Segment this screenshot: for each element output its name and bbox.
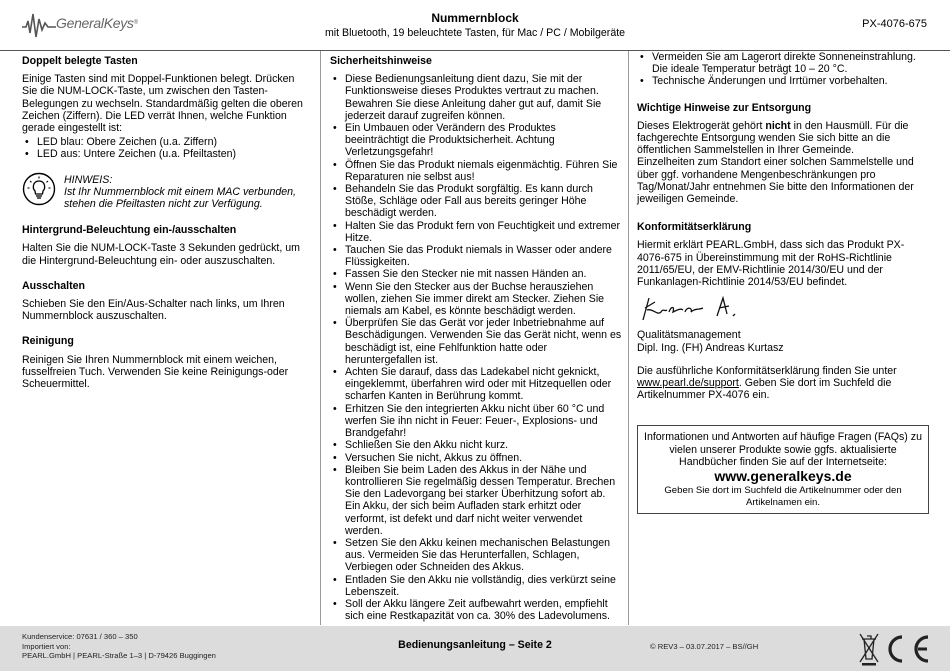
- emphasis-text: nicht: [765, 119, 791, 132]
- storage-list: [637, 51, 929, 88]
- section-text: Schieben Sie den Ein/Aus-Schalter nach links, um Ihren Nummernblock auszuschalten.: [22, 298, 285, 323]
- website-link[interactable]: www.generalkeys.de: [714, 468, 852, 485]
- page-number: Bedienungsanleitung – Seite 2: [398, 639, 552, 651]
- text-span: in den Hausmüll. Für die fachgerechte Entsorgung wenden Sie sich bitte an die öffentlichen Sammelstellen in Ihrer Gemeinde.: [637, 119, 909, 157]
- weee-bin-icon: [860, 634, 878, 666]
- list-item: • Diese Bedienungsanleitung dient dazu, Sie mit der Funktionsweise dieses Produktes vertraut zu machen. Bewahren Sie diese Anleitung daher gut auf, damit Sie jederzeit darauf zugreifen können.: [330, 73, 622, 122]
- importer-label: Importiert von:: [22, 641, 71, 651]
- list-item: • Soll der Akku längere Zeit aufbewahrt werden, empfiehlt sich eine Restkapazität von ca. 30% des Ladevolumens.: [330, 598, 622, 622]
- hint-label: HINWEIS:: [64, 173, 113, 186]
- list-item: • Technische Änderungen und Irrtümer vorbehalten.: [637, 75, 929, 87]
- column-divider: [628, 51, 629, 625]
- hint-box: [22, 174, 312, 211]
- page-footer: [0, 626, 950, 671]
- led-list: [22, 136, 312, 160]
- list-item: • Öffnen Sie das Produkt niemals eigenmächtig. Führen Sie Reparaturen nie selbst aus!: [330, 159, 622, 183]
- section-double-keys: [22, 55, 312, 161]
- support-link[interactable]: www.pearl.de/support: [637, 377, 739, 390]
- list-item: • Schließen Sie den Akku nicht kurz.: [330, 439, 622, 451]
- text-span: Die ausführliche Konformitätserklärung finden Sie unter: [637, 364, 897, 377]
- list-item: • Wenn Sie den Stecker aus der Buchse herausziehen wollen, ziehen Sie immer direkt am Stecker. Ziehen Sie niemals am Kabel, es könnte beschädigt werden.: [330, 281, 622, 318]
- faq-text: Informationen und Antworten auf häufige Fragen (FAQs) zu vielen unserer Produkte sowie ggfs. aktualisierte Handbücher finden Sie auf der Internetseite:: [644, 431, 922, 468]
- section-heading: Sicherheitshinweise: [330, 55, 432, 67]
- section-heading: Reinigung: [22, 335, 74, 348]
- list-item: • Setzen Sie den Akku keinen mechanischen Belastungen aus. Vermeiden Sie das Herunterfallen, Schlagen, Verbiegen oder Schneiden des Akkus.: [330, 537, 622, 574]
- list-item: • Achten Sie darauf, dass das Ladekabel nicht geknickt, eingeklemmt, überfahren wird oder mit Hitzequellen oder scharfen Kanten in Berührung kommt.: [330, 366, 622, 403]
- logo-wordmark: GeneralKeys: [56, 15, 134, 31]
- section-text: [637, 365, 929, 402]
- list-item: • Tauchen Sie das Produkt niemals in Wasser oder andere Flüssigkeiten.: [330, 244, 622, 268]
- list-item: • Überprüfen Sie das Gerät vor jeder Inbetriebnahme auf Beschädigungen. Verwenden Sie das Gerät nicht, wenn es beschädigt ist, eine Fehlfunktion hatte oder heruntergefallen ist.: [330, 317, 622, 366]
- right-column: [637, 51, 929, 514]
- section-text: [637, 120, 929, 157]
- section-power-off: [22, 280, 312, 323]
- column-divider: [320, 51, 321, 625]
- signature-image: [637, 294, 757, 324]
- list-item: • Fassen Sie den Stecker nie mit nassen Händen an.: [330, 268, 622, 280]
- section-cleaning: [22, 335, 312, 390]
- hint-text: Ist Ihr Nummernblock mit einem MAC verbunden, stehen die Pfeiltasten nicht zur Verfügung.: [64, 185, 296, 211]
- article-number: PX-4076-675: [862, 18, 927, 30]
- section-text: Hiermit erklärt PEARL.GmbH, dass sich das Produkt PX-4076-675 in Übereinstimmung mit der RoHS-Richtlinie 2011/65/EU, der EMV-Richtlinie 2014/30/EU und der Funkanlagen-Richtlinie 2014/53/EU befindet.: [637, 239, 905, 289]
- section-conformity: [637, 221, 929, 401]
- signer-role: Qualitätsmanagement: [637, 329, 741, 342]
- text-span: . Geben Sie dort im Suchfeld die Artikelnummer PX-4076 ein.: [637, 377, 892, 402]
- list-item: • Versuchen Sie nicht, Akkus zu öffnen.: [330, 452, 622, 464]
- faq-box: [637, 425, 929, 514]
- section-text: Halten Sie die NUM-LOCK-Taste 3 Sekunden gedrückt, um die Hintergrund-Beleuchtung ein- oder auszuschalten.: [22, 242, 300, 267]
- list-item: • Erhitzen Sie den integrierten Akku nicht über 60 °C und werfen Sie ihn nicht in Feuer: Feuer-, Explosions- und Brandgefahr!: [330, 403, 622, 440]
- signer-name: Dipl. Ing. (FH) Andreas Kurtasz: [637, 341, 784, 354]
- list-item: • Ein Umbauen oder Verändern des Produktes beeinträchtigt die Produktsicherheit. Achtung Verletzungsgefahr!: [330, 122, 622, 159]
- list-item: • Vermeiden Sie am Lagerort direkte Sonneneinstrahlung. Die ideale Temperatur beträgt 10 – 20 °C.: [637, 51, 929, 75]
- section-disposal: [637, 102, 929, 206]
- ce-mark-icon: [890, 637, 928, 661]
- page-header: [0, 0, 950, 50]
- compliance-marks: [858, 631, 932, 667]
- list-item: • Halten Sie das Produkt fern von Feuchtigkeit und extremer Hitze.: [330, 220, 622, 244]
- list-item: • LED blau: Obere Zeichen (u.a. Ziffern): [22, 136, 312, 148]
- section-text: Einzelheiten zum Standort einer solchen Sammelstelle und über ggf. vorhandene Mengenbeschränkungen pro Tag/Monat/Jahr entnehmen Sie bitte den Informationen der jeweiligen Gemeinde.: [637, 156, 914, 206]
- list-item: • Bleiben Sie beim Laden des Akkus in der Nähe und kontrollieren Sie regelmäßig dessen Temperatur. Brechen Sie den Ladevorgang bei starker Überhitzung sofort ab. Ein Akku, der sich beim Aufladen stark erhitzt oder verformt, ist defekt und darf nicht weiter verwendet werden.: [330, 464, 622, 537]
- section-text: Reinigen Sie Ihren Nummernblock mit einem weichen, fusselfreien Tuch. Verwenden Sie keine Reinigungs-oder Scheuermittel.: [22, 353, 289, 391]
- safety-list: [330, 73, 622, 622]
- document-title: Nummernblock: [431, 11, 519, 25]
- section-heading: Ausschalten: [22, 279, 85, 292]
- lightbulb-icon: [22, 172, 56, 206]
- list-item: • Behandeln Sie das Produkt sorgfältig. Es kann durch Stöße, Schläge oder Fall aus bereits geringer Höhe beschädigt werden.: [330, 183, 622, 220]
- faq-subtext: Geben Sie dort im Suchfeld die Artikelnummer oder den Artikelnamen ein.: [664, 485, 902, 508]
- customer-service: Kundenservice: 07631 / 360 – 350: [22, 632, 138, 641]
- section-heading: Wichtige Hinweise zur Entsorgung: [637, 101, 812, 114]
- logo-trademark: ®: [133, 20, 138, 26]
- importer-address: PEARL.GmbH | PEARL-Straße 1–3 | D-79426 Buggingen: [22, 651, 216, 660]
- section-text: Einige Tasten sind mit Doppel-Funktionen belegt. Drücken Sie die NUM-LOCK-Taste, um zwischen den Tasten-Belegungen zu wechseln. Standardmäßig gelten die oberen Zeichen (Ziffern). Die LED verrät Ihnen, welche Funktion gerade eingestellt ist:: [22, 73, 303, 135]
- section-heading: Hintergrund-Beleuchtung ein-/ausschalten: [22, 224, 237, 237]
- section-backlight: [22, 224, 312, 267]
- document-subtitle: mit Bluetooth, 19 beleuchtete Tasten, für Mac / PC / Mobilgeräte: [324, 27, 626, 39]
- list-item: • Entladen Sie den Akku nie vollständig, dies verkürzt seine Lebenszeit.: [330, 574, 622, 598]
- left-column: [22, 55, 312, 403]
- text-span: Dieses Elektrogerät gehört: [637, 119, 766, 132]
- list-item: • LED aus: Untere Zeichen (u.a. Pfeiltasten): [22, 148, 312, 160]
- revision-info: © REV3 – 03.07.2017 – BS//GH: [650, 642, 759, 651]
- middle-column: [330, 55, 622, 622]
- section-heading: Konformitätserklärung: [637, 221, 752, 234]
- section-heading: Doppelt belegte Tasten: [22, 55, 138, 67]
